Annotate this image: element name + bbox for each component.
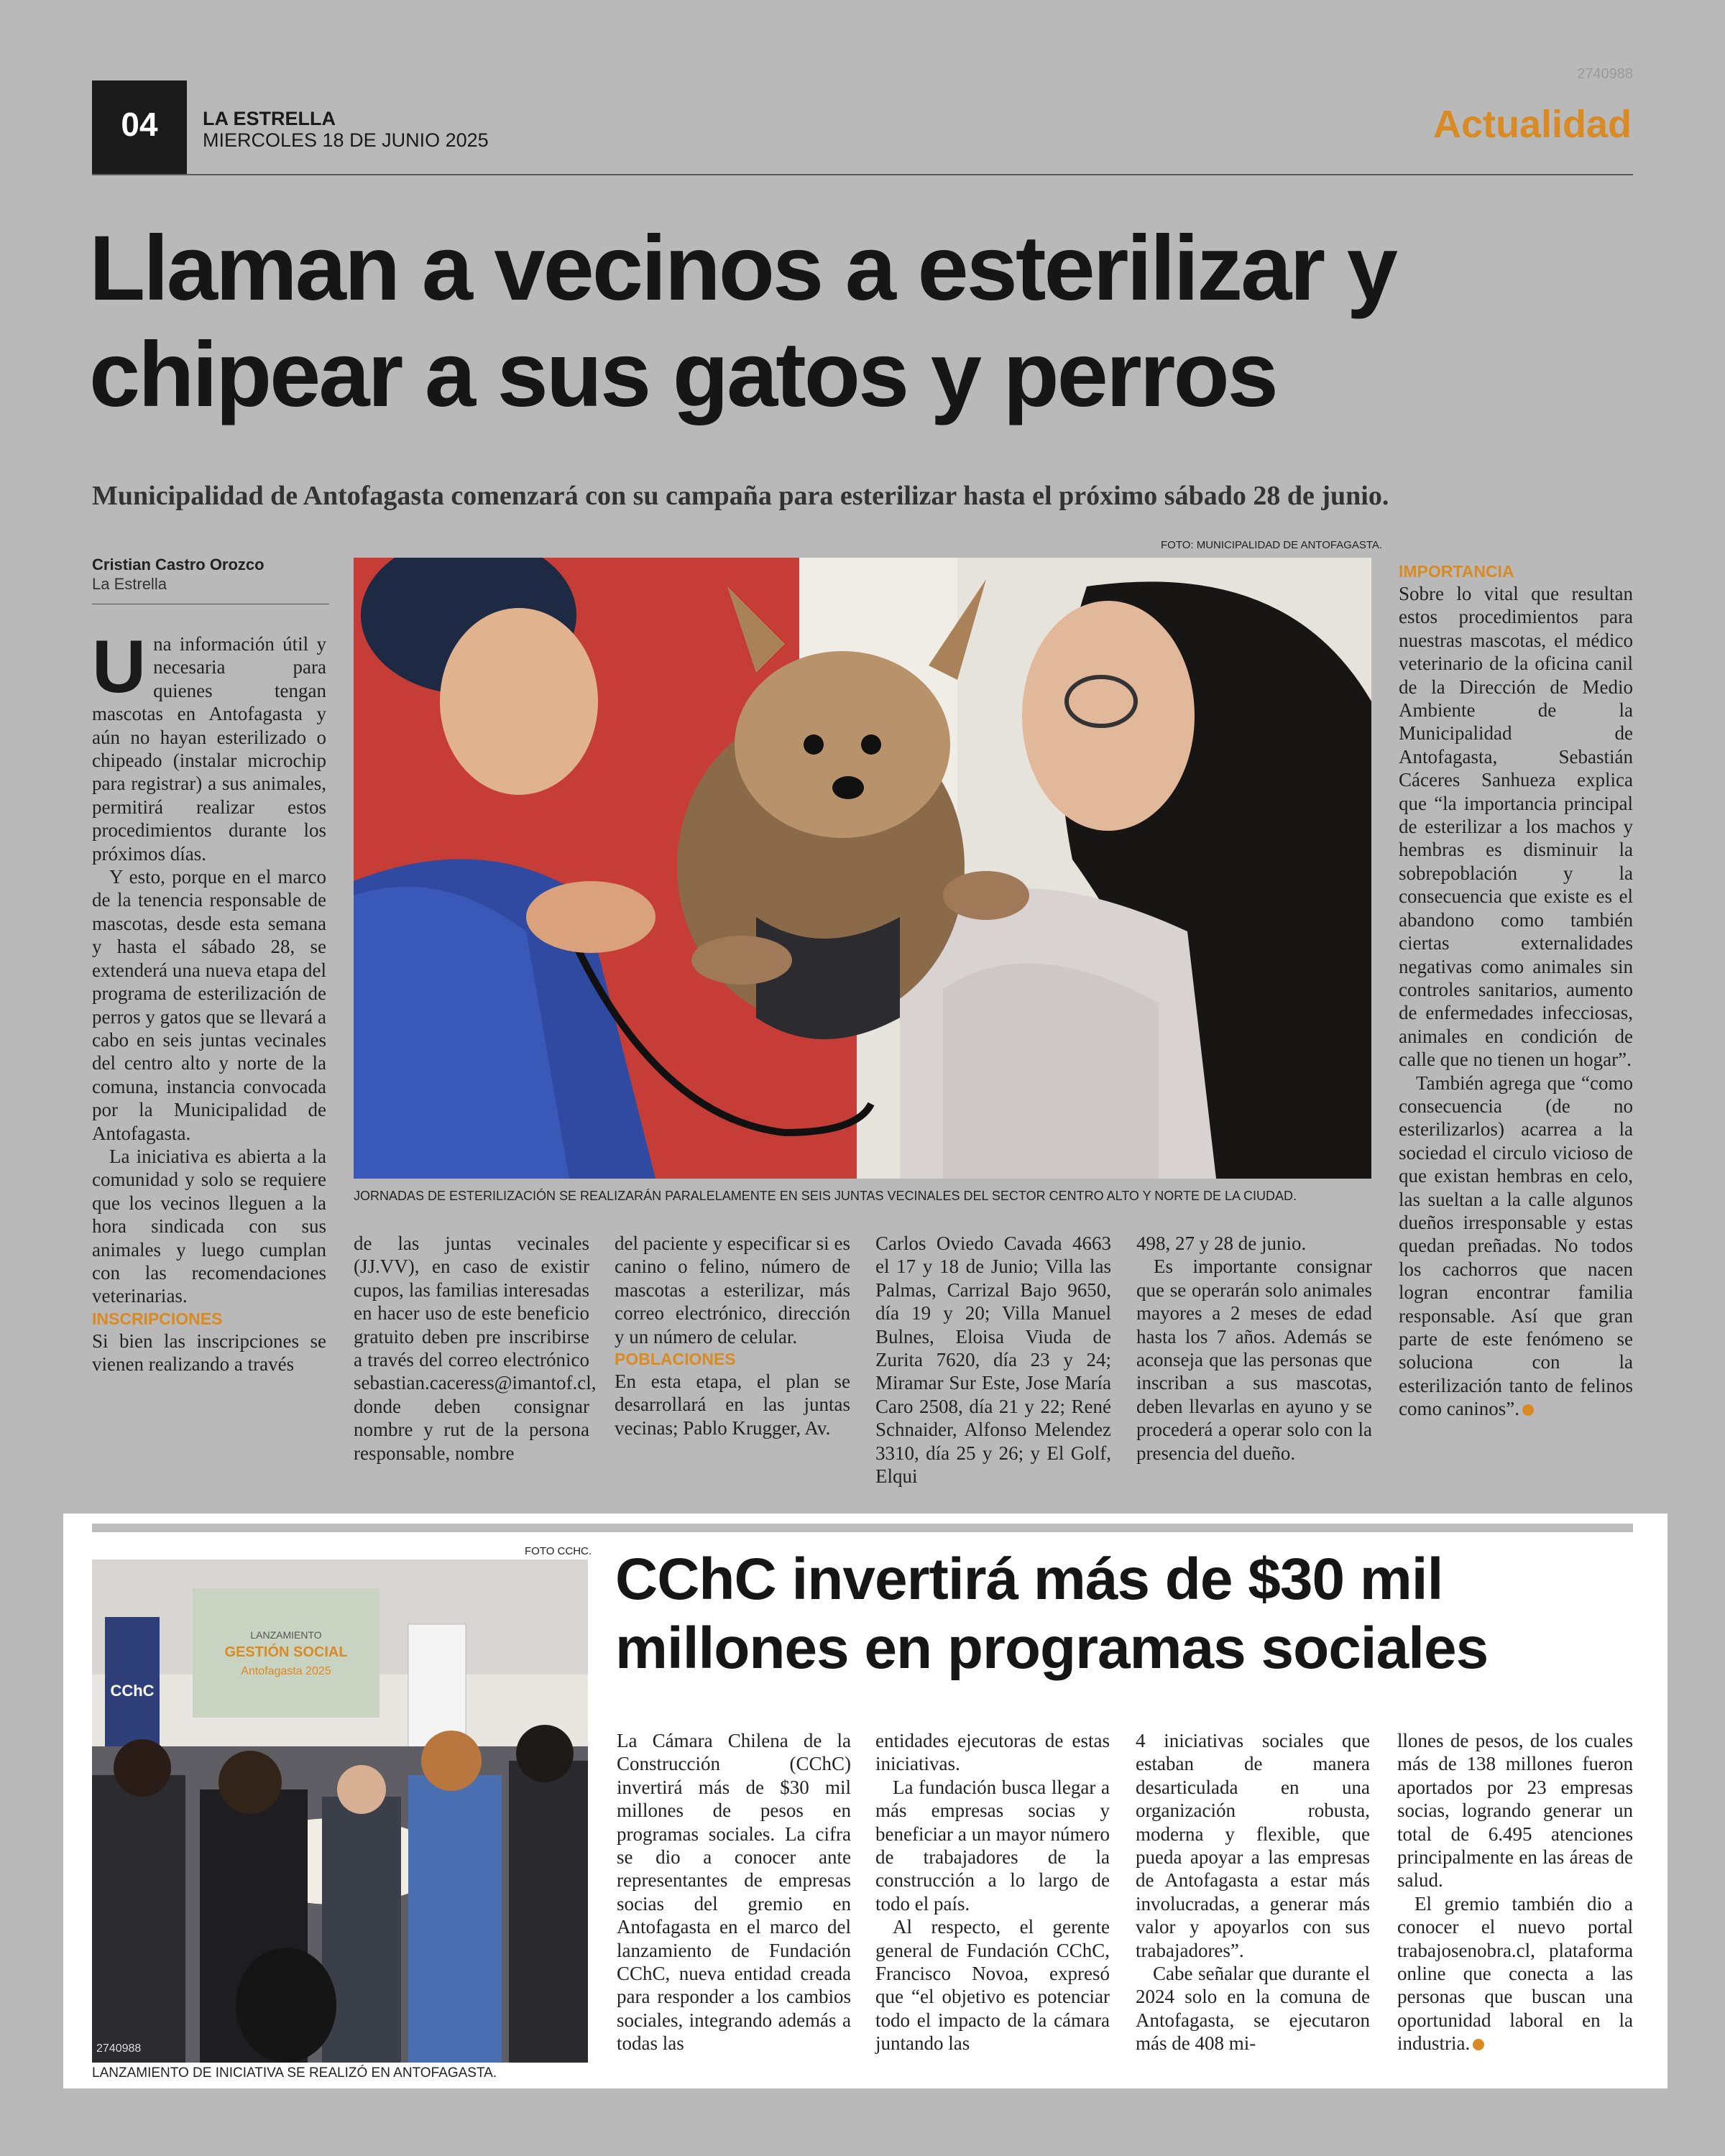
subhead-importancia: IMPORTANCIA [1399, 562, 1514, 581]
banner-logo-text: CChC [110, 1682, 155, 1700]
dog-photo [354, 558, 1371, 1179]
body-paragraph: 4 iniciativas sociales que estaban de manera desarticulada en una organización robusta, moderna y flexible, que pueda apoyar a las empresas de Antofagasta a estar más involucradas, a generar más valor y apoyarlos con sus trabajadores”. [1136, 1730, 1370, 1961]
event-photo-illustration [92, 1560, 588, 2063]
headline [89, 216, 1396, 428]
event-photo-caption: LANZAMIENTO DE INICIATIVA SE REALIZÓ EN ANTOFAGASTA. [92, 2065, 497, 2081]
body-paragraph: También agrega que “como consecuencia (de no esterilizarlos) acarrea a la sociedad el circulo vicioso de que existan hembras en celo, las sueltan a la calle algunos dueños irresponsable y estas quedan preñadas. No todos los cachorros que nacen logran encontrar familia responsable. Así que gran parte de este fenómeno se soluciona con la esterilización tanto de felinos como caninos”. [1399, 1072, 1633, 1420]
deck: Municipalidad de Antofagasta comenzará con su campaña para esterilizar hasta el próximo sábado 28 de junio. [92, 481, 1389, 511]
article1-column-right [1399, 561, 1633, 1421]
event-photo-code: 2740988 [96, 2042, 142, 2055]
page-code: 2740988 [1577, 66, 1633, 82]
byline-author: Cristian Castro Orozco [92, 556, 264, 573]
photo-caption: JORNADAS DE ESTERILIZACIÓN SE REALIZARÁN PARALELAMENTE EN SEIS JUNTAS VECINALES DEL SECTOR CENTRO ALTO Y NORTE DE LA CIUDAD. [354, 1189, 1297, 1203]
body-paragraph: La fundación busca llegar a más empresas socias y beneficiar a un mayor número de trabajadores de la construcción a lo largo de todo el país. [875, 1776, 1110, 1915]
body-paragraph: 498, 27 y 28 de junio. [1136, 1233, 1307, 1254]
end-mark-icon [1473, 2039, 1484, 2050]
drop-cap: U [92, 625, 147, 709]
header-rule [92, 174, 1633, 175]
article1-column-5 [1136, 1232, 1372, 1465]
cchc-headline [615, 1545, 1488, 1683]
screen-text-2: GESTIÓN SOCIAL [224, 1644, 348, 1660]
page-number: 04 [121, 106, 158, 143]
end-mark-icon [1522, 1404, 1534, 1416]
insert-top-rule [92, 1524, 1633, 1532]
screen-text-3: Antofagasta 2025 [241, 1665, 331, 1677]
headline-line-2: chipear a sus gatos y perros [89, 323, 1276, 426]
photo-credit: FOTO: MUNICIPALIDAD DE ANTOFAGASTA. [1161, 539, 1383, 551]
issue-date: MIERCOLES 18 DE JUNIO 2025 [203, 129, 489, 151]
article2-column-1 [617, 1729, 851, 2055]
body-paragraph: llones de pesos, de los cuales más de 138 millones fueron aportados por 23 empresas socias, logrando generar un total de 6.495 atenciones principalmente en las áreas de salud. [1397, 1730, 1633, 1892]
body-paragraph: La Cámara Chilena de la Construcción (CChC) invertirá más de $30 mil millones de pesos en programas sociales. La cifra se dio a conocer ante representantes de empresas socias del gremio en Antofagasta en el marco del lanzamiento de Fundación CChC, nueva entidad creada para responder a los cambios sociales, integrando además a todas las [617, 1730, 851, 2055]
headline-line-1: Llaman a vecinos a esterilizar y [89, 217, 1396, 320]
body-paragraph: Es importante consignar que se operarán solo animales mayores a 2 meses de edad hasta los 7 años. Además se aconseja que las personas que inscriban a sus mascotas, deben llevarlas en ayuno y se procederá a operar solo con la presencia del dueño. [1136, 1256, 1372, 1464]
screen-text-1: LANZAMIENTO [250, 1629, 322, 1641]
dog-photo-illustration [354, 558, 1371, 1179]
article1-column-2 [354, 1232, 597, 1465]
body-paragraph: Y esto, porque en el marco de la tenencia responsable de mascotas, desde esta semana y hasta el sábado 28, se extenderá una nueva etapa del programa de esterilización de perros y gatos que se llevará a cabo en seis juntas vecinales del centro alto y norte de la comuna, instancia convocada por la Municipalidad de Antofagasta. [92, 866, 326, 1144]
body-paragraph: El gremio también dio a conocer el nuevo portal trabajosenobra.cl, plataforma online que conecta a las personas que buscan una oportunidad laboral en la industria. [1397, 1892, 1633, 2055]
article2-column-4 [1397, 1729, 1633, 2055]
cchc-headline-line-1: CChC invertirá más de $30 mil [615, 1547, 1443, 1612]
body-paragraph: del paciente y especificar si es canino o felino, número de mascotas a esterilizar, más correo electrónico, dirección y un número de celular. [615, 1233, 850, 1348]
page-number-box [92, 80, 187, 174]
subhead-poblaciones: POBLACIONES [615, 1350, 736, 1369]
body-paragraph: Una información útil y necesaria para quienes tengan mascotas en Antofagasta y aún no hayan esterilizado o chipeado (instalar microchip para registrar) a sus animales, permitirá realizar estos procedimientos durante los próximos días. [92, 625, 326, 865]
body-paragraph: Al respecto, el gerente general de Fundación CChC, Francisco Novoa, expresó que “el objetivo es potenciar todo el impacto de la cámara juntando las [875, 1916, 1110, 2055]
body-paragraph: Cabe señalar que durante el 2024 solo en la comuna de Antofagasta, se ejecutaron más de 408 mi- [1136, 1963, 1370, 2055]
body-paragraph: Carlos Oviedo Cavada 4663 el 17 y 18 de Junio; Villa las Palmas, Carrizal Bajo 9650, día 19 y 20; Villa Manuel Bulnes, Eloisa Viuda de Zurita 7620, día 23 y 24; Miramar Sur Este, Jose María Caro 2508, día 21 y 22; René Schnaider, Alfonso Melendez 3310, día 25 y 26; y El Golf, Elqui [875, 1233, 1111, 1488]
byline-outlet: La Estrella [92, 575, 167, 593]
event-photo [92, 1560, 588, 2063]
article1-column-3 [615, 1232, 850, 1439]
article2-column-3 [1136, 1729, 1370, 2055]
cchc-photo-credit: FOTO CCHC. [525, 1545, 592, 1557]
body-paragraph: Sobre lo vital que resultan estos procedimientos para nuestras mascotas, el médico veterinario de la oficina canil de la Dirección de Medio Ambiente de la Municipalidad de Antofagasta, Sebastián Cáceres Sanhueza explica que “la importancia principal de esterilizar a los machos y hembras es disminuir la sobrepoblación y la consecuencia que existe es el abandono como también ciertas externalidades negativas como animales sin controles sanitarios, aumento de enfermedades infecciosas, animales en condición de calle que no tienen un hogar”. [1399, 583, 1633, 1071]
body-paragraph: En esta etapa, el plan se desarrollará en las juntas vecinas; Pablo Krugger, Av. [615, 1370, 850, 1439]
article1-column-4 [875, 1232, 1111, 1488]
cchc-headline-line-2: millones en programas sociales [615, 1616, 1489, 1681]
subhead-inscripciones: INSCRIPCIONES [92, 1309, 223, 1328]
paper-name: LA ESTRELLA [203, 108, 336, 129]
article2-column-2 [875, 1729, 1110, 2055]
body-paragraph: de las juntas vecinales (JJ.VV), en caso de existir cupos, las familias interesadas en hacer uso de este beneficio gratuito deben pre inscribirse a través del correo electrónico sebastian.caceress@imantof.cl, donde deben consignar nombre y rut de la persona responsable, nombre [354, 1233, 597, 1464]
body-paragraph: entidades ejecutoras de estas iniciativas. [875, 1730, 1110, 1775]
body-paragraph: La iniciativa es abierta a la comunidad y solo se requiere que los vecinos lleguen a la hora sindicada con sus animales y luego cumplan con las recomendaciones veterinarias. [92, 1145, 326, 1307]
section-name: Actualidad [1432, 103, 1632, 146]
body-paragraph: Si bien las inscripciones se vienen realizando a través [92, 1330, 326, 1376]
article1-column-1 [92, 625, 326, 1376]
